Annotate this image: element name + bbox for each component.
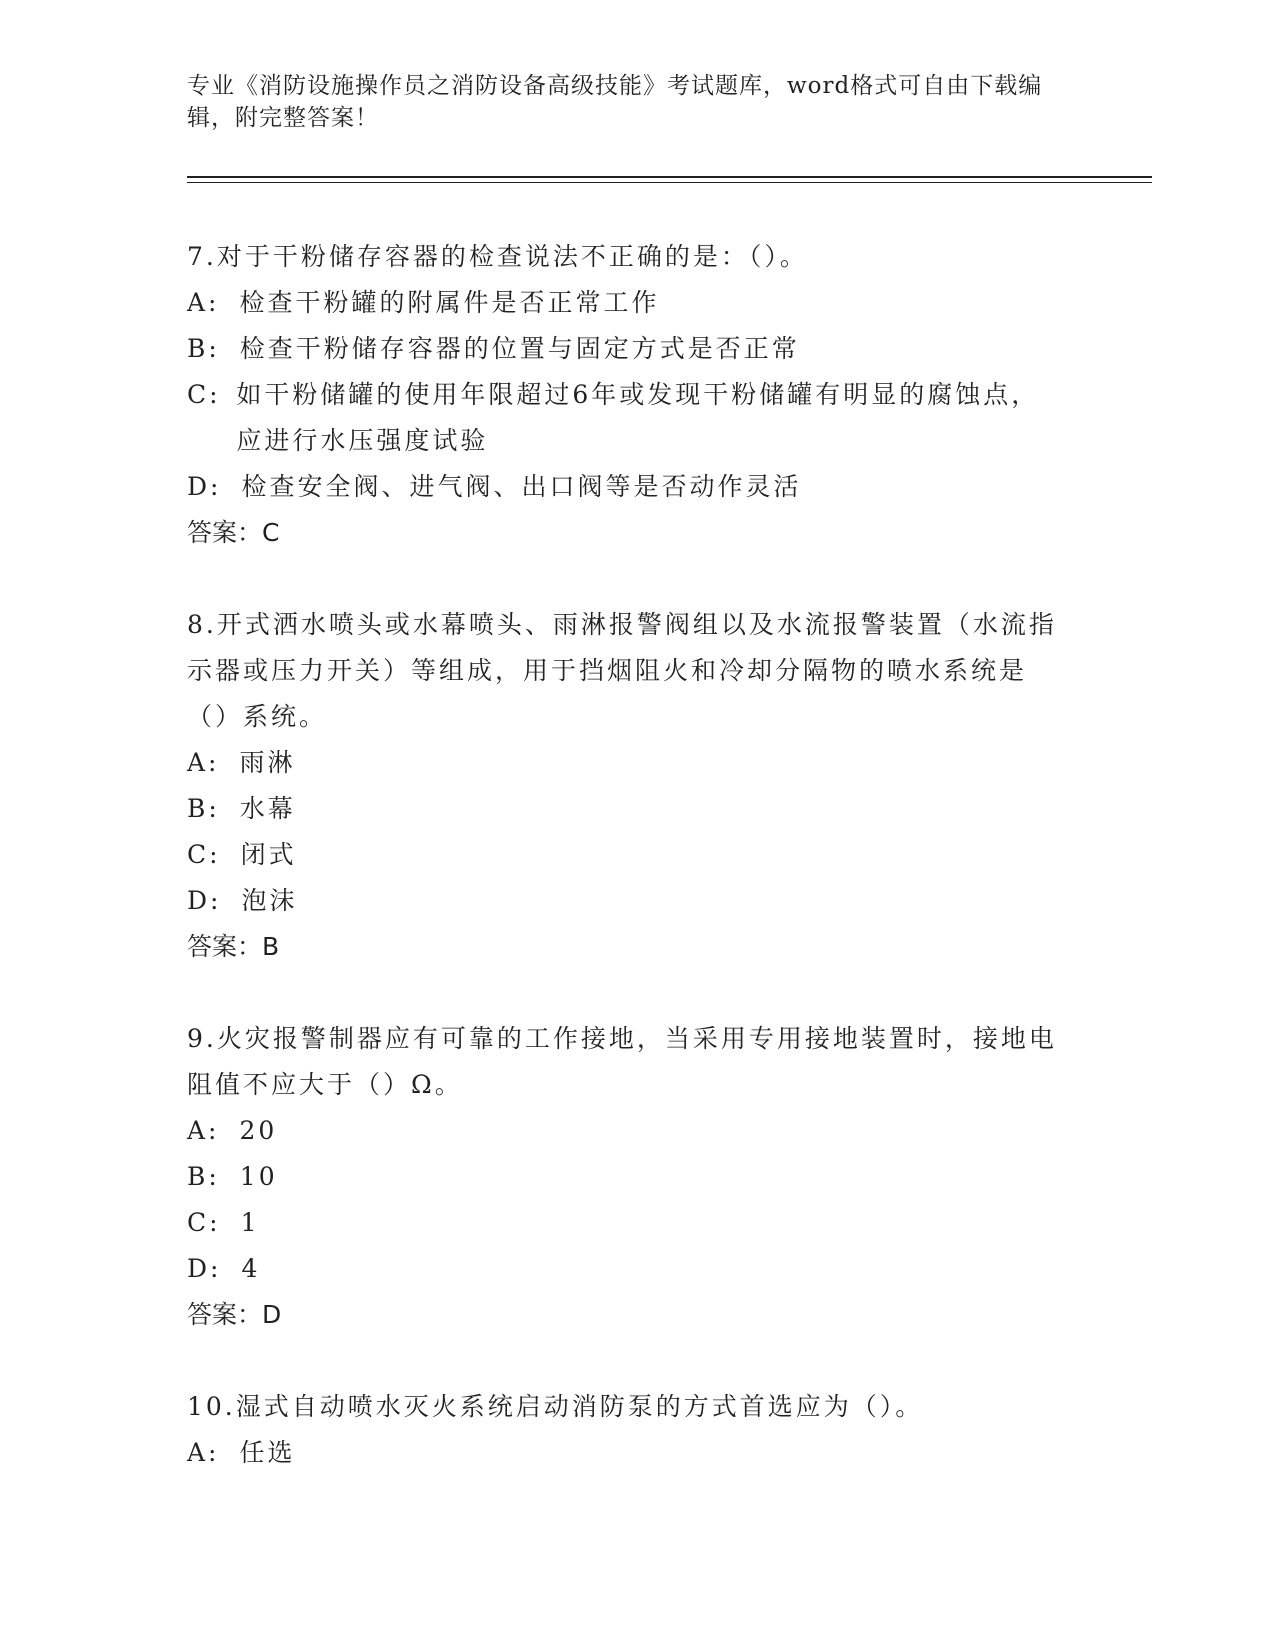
option-letter: D: <box>187 472 222 501</box>
option-letter: B: <box>187 794 220 823</box>
option-letter: C: <box>187 840 221 869</box>
option-c <box>187 832 1067 878</box>
option-d <box>187 1246 1067 1292</box>
option-a <box>187 1430 1067 1476</box>
option-letter: C: <box>187 380 221 409</box>
option-text: 闭式 <box>240 840 297 869</box>
option-d <box>187 464 1067 510</box>
option-text: 任选 <box>239 1438 296 1467</box>
option-text: 水幕 <box>239 794 296 823</box>
question-text: 8.开式洒水喷头或水幕喷头、雨淋报警阀组以及水流报警装置（水流指示器或压力开关）等组成，用于挡烟阻火和冷却分隔物的喷水系统是（）系统。 <box>187 610 1057 731</box>
option-letter: A: <box>187 1116 220 1145</box>
option-letter: B: <box>187 1162 220 1191</box>
option-text: 20 <box>239 1116 278 1145</box>
option-b <box>187 326 1067 372</box>
question-text: 7.对于干粉储存容器的检查说法不正确的是：（）。 <box>187 242 808 271</box>
option-letter: C: <box>187 1208 221 1237</box>
question-9 <box>187 1016 1067 1338</box>
question-8 <box>187 602 1067 970</box>
option-text: 泡沫 <box>241 886 298 915</box>
answer-line: 答案：C <box>187 518 280 547</box>
option-text: 检查干粉罐的附属件是否正常工作 <box>239 288 660 317</box>
header-divider-thick <box>187 176 1152 178</box>
option-a <box>187 1108 1067 1154</box>
option-text: 雨淋 <box>239 748 296 777</box>
option-c <box>187 1200 1067 1246</box>
question-7 <box>187 234 1067 556</box>
header-divider-thin <box>187 182 1152 183</box>
option-letter: A: <box>187 1438 220 1467</box>
option-letter: D: <box>187 1254 222 1283</box>
question-10 <box>187 1384 1067 1476</box>
option-b <box>187 1154 1067 1200</box>
option-text: 1 <box>240 1208 260 1237</box>
option-a <box>187 740 1067 786</box>
answer-line: 答案：B <box>187 932 280 961</box>
option-text: 4 <box>241 1254 261 1283</box>
option-d <box>187 878 1067 924</box>
question-text: 9.火灾报警制器应有可靠的工作接地，当采用专用接地装置时，接地电阻值不应大于（）Ω。 <box>187 1024 1057 1099</box>
option-b <box>187 786 1067 832</box>
option-text: 10 <box>239 1162 278 1191</box>
option-a <box>187 280 1067 326</box>
option-text: 检查干粉储存容器的位置与固定方式是否正常 <box>239 334 800 363</box>
option-letter: A: <box>187 748 220 777</box>
option-letter: B: <box>187 334 220 363</box>
question-text: 10.湿式自动喷水灭火系统启动消防泵的方式首选应为（）。 <box>187 1392 924 1421</box>
question-list <box>187 234 1067 1522</box>
option-letter: A: <box>187 288 220 317</box>
answer-line: 答案：D <box>187 1300 282 1329</box>
option-text: 检查安全阀、进气阀、出口阀等是否动作灵活 <box>241 472 802 501</box>
option-c <box>187 372 1067 464</box>
option-letter: D: <box>187 886 222 915</box>
document-header: 专业《消防设施操作员之消防设备高级技能》考试题库，word格式可自由下载编辑，附完整答案！ <box>187 73 1043 131</box>
option-text: 如干粉储罐的使用年限超过6年或发现干粉储罐有明显的腐蚀点，应进行水压强度试验 <box>236 380 1040 455</box>
